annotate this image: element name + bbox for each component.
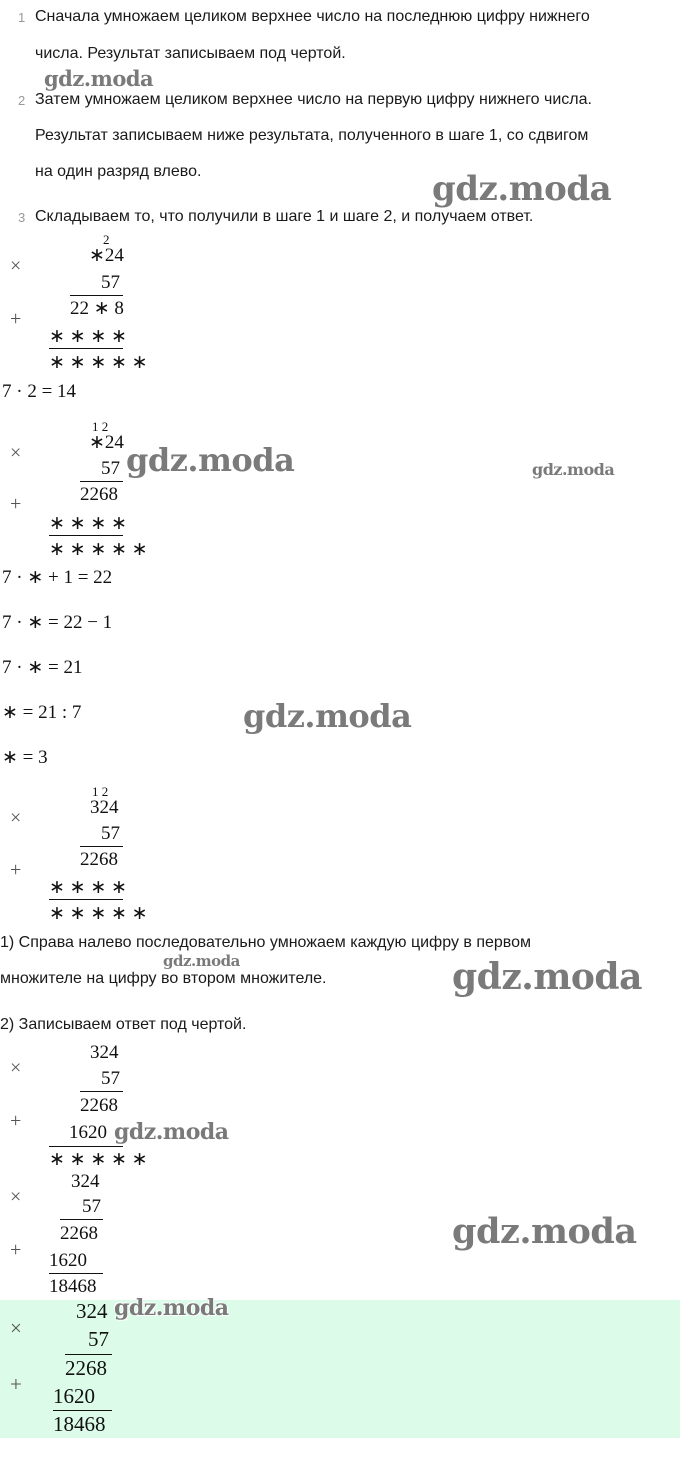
bottom-factor: 57 [101, 1068, 120, 1089]
watermark: gdz.moda [452, 1211, 637, 1252]
top-factor: 324 [90, 797, 119, 818]
note-text: 2) Записываем ответ под чертой. [0, 1016, 247, 1033]
watermark: gdz.moda [452, 956, 642, 998]
watermark: gdz.moda [126, 441, 295, 479]
product-line [65, 1354, 112, 1355]
equation: 7 · ∗ + 1 = 22 [2, 567, 113, 588]
plus-sign: + [10, 1372, 22, 1396]
note-text: множителе на цифру во втором множителе. [0, 970, 327, 987]
sum-line [49, 1273, 103, 1274]
equation: 7 · 2 = 14 [2, 381, 77, 402]
times-sign: × [10, 807, 22, 829]
step-text: Сначала умножаем целиком верхнее число на последнюю цифру нижнего [35, 8, 590, 25]
carry-digits: 1 2 [92, 419, 109, 434]
product-line [60, 1219, 103, 1220]
times-sign: × [10, 1316, 22, 1340]
product-line [80, 481, 123, 482]
result: 18468 [49, 1276, 97, 1297]
step-text: Затем умножаем целиком верхнее число на первую цифру нижнего числа. [35, 91, 592, 108]
sum-line [49, 535, 123, 536]
times-sign: × [10, 1057, 22, 1079]
product-line [80, 846, 123, 847]
sum-line [49, 1146, 123, 1147]
partial-product-1: 2268 [65, 1356, 107, 1380]
step-text: Результат записываем ниже результата, полученного в шаге 1, со сдвигом [35, 127, 589, 144]
bottom-factor: 57 [88, 1327, 109, 1351]
bottom-factor: 57 [101, 458, 120, 479]
partial-product-2: ∗ ∗ ∗ ∗ [49, 513, 127, 534]
times-sign: × [10, 442, 22, 464]
partial-product-1: 22 ∗ 8 [70, 298, 124, 319]
product-line [70, 295, 123, 296]
times-sign: × [10, 1186, 22, 1208]
step-number: 3 [18, 210, 26, 225]
partial-product-2: 1620 [69, 1122, 107, 1143]
carry-digits: 2 [103, 232, 110, 247]
bottom-factor: 57 [101, 272, 120, 293]
sum-line [49, 348, 123, 349]
step-text: на один разряд влево. [35, 163, 202, 180]
top-factor: 324 [71, 1171, 100, 1192]
plus-sign: + [10, 1239, 22, 1261]
plus-sign: + [10, 859, 22, 881]
equation: 7 · ∗ = 21 [2, 657, 83, 678]
partial-product-1: 2268 [80, 484, 118, 505]
bottom-factor: 57 [82, 1196, 101, 1217]
step-text: числа. Результат записываем под чертой. [35, 45, 346, 62]
result: ∗ ∗ ∗ ∗ ∗ [49, 539, 148, 560]
watermark: gdz.moda [114, 1295, 229, 1321]
result: 18468 [53, 1412, 106, 1436]
result: ∗ ∗ ∗ ∗ ∗ [49, 903, 148, 924]
partial-product-1: 2268 [80, 1095, 118, 1116]
top-factor: ∗24 [89, 245, 124, 266]
equation: 7 · ∗ = 22 − 1 [2, 612, 113, 633]
step-text: Складываем то, что получили в шаге 1 и шаге 2, и получаем ответ. [35, 208, 534, 225]
watermark: gdz.moda [163, 952, 240, 970]
note-text: 1) Справа налево последовательно умножаем каждую цифру в первом [0, 934, 532, 951]
partial-product-2: 1620 [53, 1384, 95, 1408]
watermark: gdz.moda [44, 66, 154, 91]
step-number: 2 [18, 93, 26, 108]
sum-line [49, 899, 123, 900]
partial-product-2: ∗ ∗ ∗ ∗ [49, 326, 127, 347]
result: ∗ ∗ ∗ ∗ ∗ [49, 352, 148, 373]
plus-sign: + [10, 308, 22, 330]
times-sign: × [10, 255, 22, 277]
bottom-factor: 57 [101, 823, 120, 844]
partial-product-1: 2268 [80, 849, 118, 870]
partial-product-2: ∗ ∗ ∗ ∗ [49, 877, 127, 898]
partial-product-1: 2268 [60, 1223, 98, 1244]
step-number: 1 [18, 10, 26, 25]
watermark: gdz.moda [243, 697, 412, 735]
top-factor: 324 [90, 1042, 119, 1063]
equation: ∗ = 21 : 7 [2, 702, 82, 723]
sum-line [53, 1410, 112, 1411]
plus-sign: + [10, 493, 22, 515]
watermark: gdz.moda [114, 1119, 229, 1145]
result: ∗ ∗ ∗ ∗ ∗ [49, 1149, 148, 1170]
watermark: gdz.moda [432, 169, 612, 209]
partial-product-2: 1620 [49, 1250, 87, 1271]
top-factor: 324 [76, 1299, 108, 1323]
product-line [80, 1091, 123, 1092]
carry-digits: 1 2 [92, 784, 109, 799]
top-factor: ∗24 [89, 432, 124, 453]
plus-sign: + [10, 1110, 22, 1132]
watermark: gdz.moda [532, 460, 615, 479]
equation: ∗ = 3 [2, 747, 48, 768]
